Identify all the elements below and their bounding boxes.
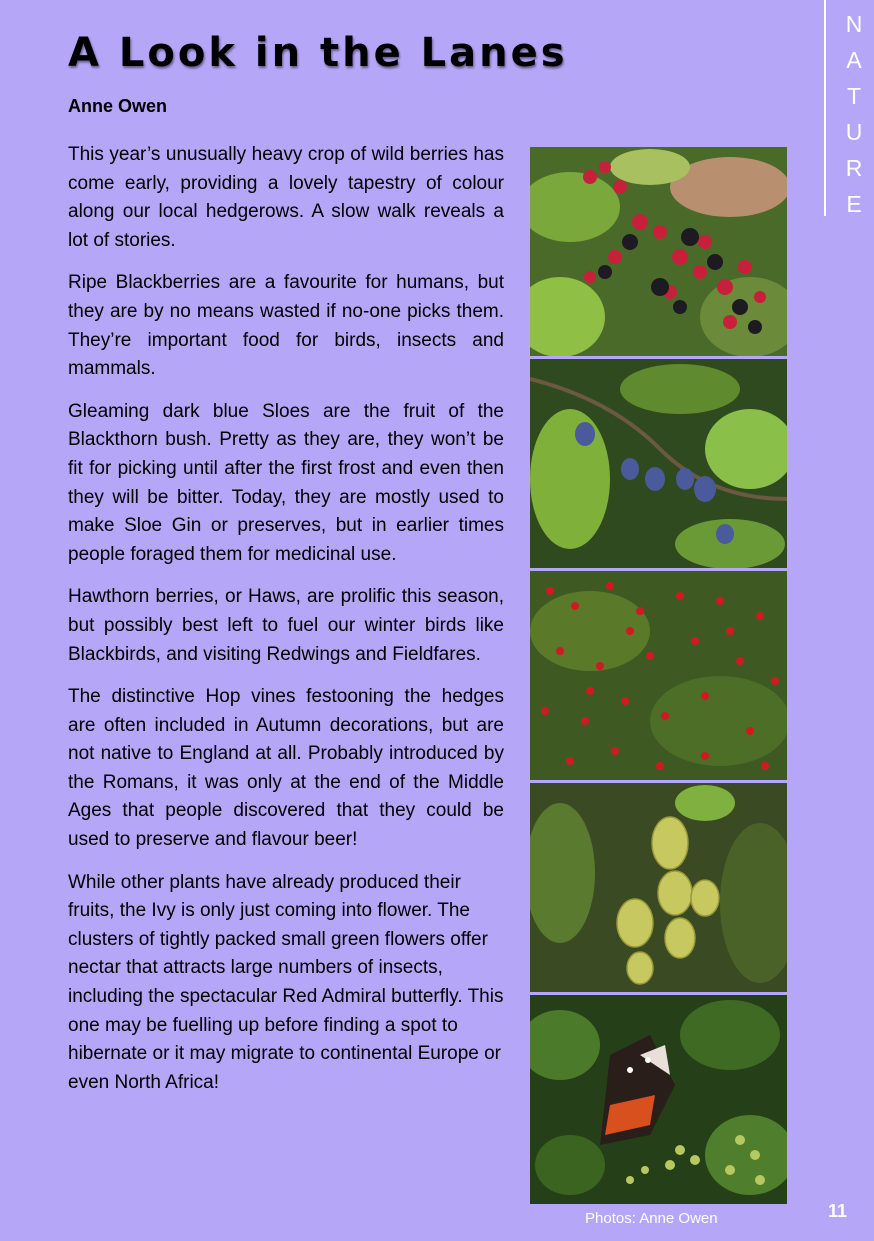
article-body [68, 141, 504, 1111]
section-tab-letter: N [845, 11, 863, 37]
hops-photo [530, 783, 787, 992]
hawthorn-photo [530, 571, 787, 780]
paragraph-intro: This year’s unusually heavy crop of wild berries has come early, providing a lovely tapestry of colour along our local hedgerows. A slow walk reveals a lot of stories. [68, 144, 504, 251]
section-tab-letter: R [845, 155, 863, 181]
blackberries-photo [530, 147, 787, 356]
author-byline: Anne Owen [68, 96, 168, 116]
section-tab-letter: A [846, 47, 862, 73]
paragraph-blackberries: Ripe Blackberries are a favourite for humans, but they are by no means wasted if no-one picks them. They’re important food for birds, insects and mammals. [68, 272, 504, 380]
paragraph-hops: The distinctive Hop vines festooning the hedges are often included in Autumn decorations, but are not native to England at all. Probably introduced by the Romans, it was only at the end of the Middle Ages that people discovered that they could be used to preserve and flavour beer! [68, 686, 504, 851]
paragraph-sloes: Gleaming dark blue Sloes are the fruit of the Blackthorn bush. Pretty as they are, they won’t be fit for picking until after the first frost and even then they will be bitter. Today, they are mostly used to make Sloe Gin or preserves, but in earlier times people foraged them for medicinal use. [68, 400, 504, 565]
sloes-photo [530, 359, 787, 568]
page-number: 11 [828, 1201, 848, 1221]
red-admiral-photo [530, 995, 787, 1204]
paragraph-ivy: While other plants have already produced their fruits, the Ivy is only just coming into flower. The clusters of tightly packed small green flowers offer nectar that attracts large numbers of insects, including the spectacular Red Admiral butterfly. This one may be fuelling up before finding a spot to hibernate or it may migrate to continental Europe or even North Africa! [68, 871, 504, 1093]
paragraph-hawthorn: Hawthorn berries, or Haws, are prolific this season, but possibly best left to fuel our winter birds like Blackbirds, and visiting Redwings and Fieldfares. [68, 586, 504, 665]
section-tab-letter: E [846, 191, 862, 217]
photo-credit: Photos: Anne Owen [585, 1210, 718, 1227]
section-tab-nature [824, 0, 874, 216]
photo-column [530, 147, 787, 1207]
section-tab-letter: T [846, 83, 862, 109]
page-title: A Look in the Lanes [68, 30, 568, 76]
section-tab-letter: U [845, 119, 863, 145]
